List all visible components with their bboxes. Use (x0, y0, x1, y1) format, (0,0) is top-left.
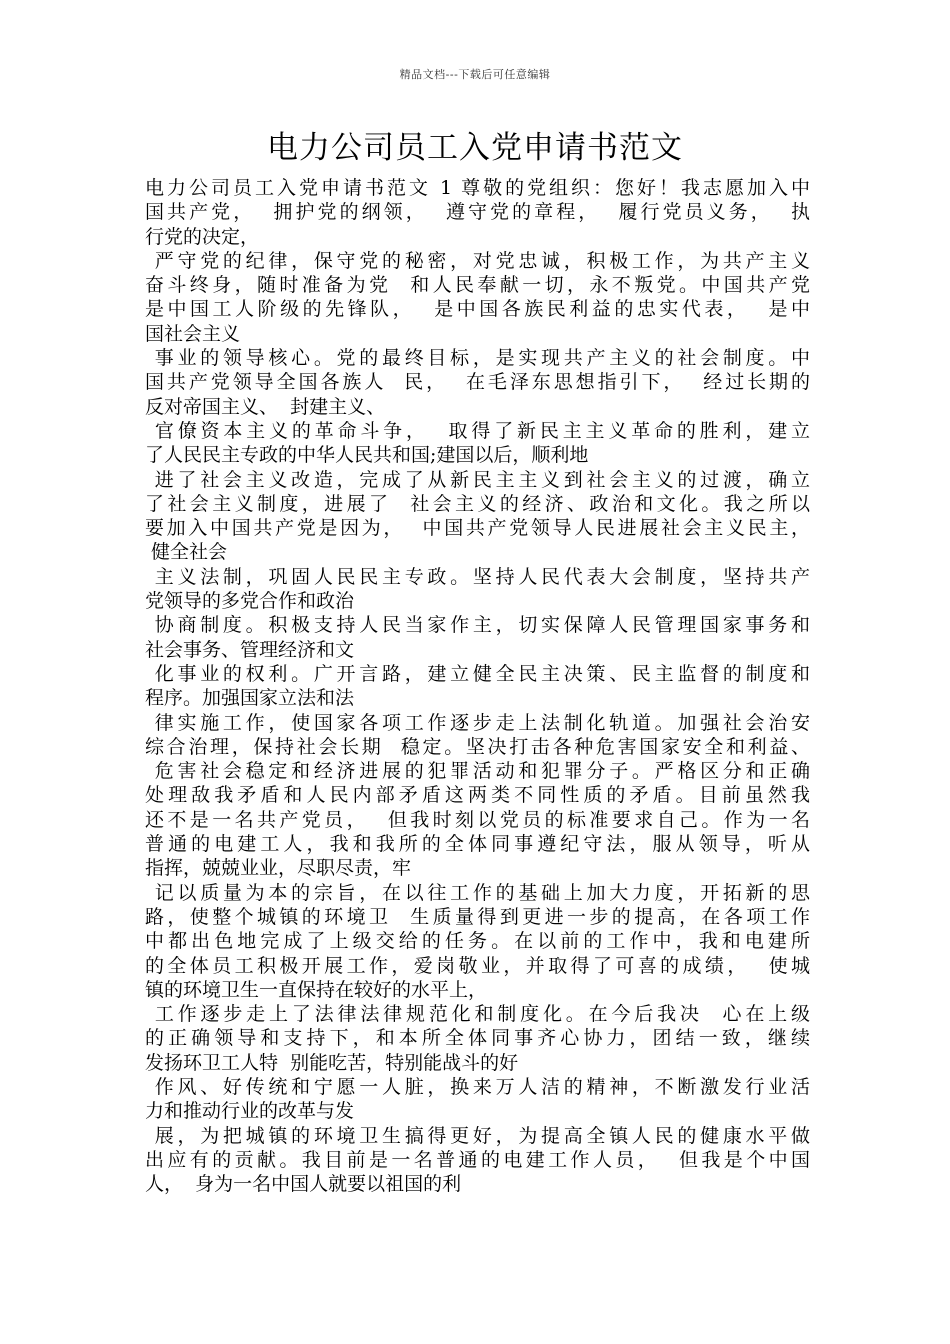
body-line: 是中国工人阶级的先锋队， 是中国各族民利益的忠实代表， 是中 (145, 298, 810, 321)
body-line: 进了社会主义改造，完成了从新民主主义到社会主义的过渡，确立 (145, 468, 810, 491)
body-line: 国共产党领导全国各族人 民， 在毛泽东思想指引下， 经过长期的 (145, 371, 810, 394)
body-line: 路，使整个城镇的环境卫 生质量得到更进一步的提高，在各项工作 (145, 905, 810, 928)
body-line: 记以质量为本的宗旨，在以往工作的基础上加大力度，开拓新的思 (145, 881, 810, 904)
body-line: 镇的环境卫生一直保持在较好的水平上， (145, 978, 488, 1001)
body-line: 反对帝国主义、 封建主义、 (145, 395, 386, 418)
body-line: 协商制度。积极支持人民当家作主，切实保障人民管理国家事务和 (145, 614, 810, 637)
document-body (145, 176, 810, 1196)
body-line: 电力公司员工入党申请书范文 1 尊敬的党组织：您好！我志愿加入中 (145, 177, 810, 199)
body-line: 主义法制，巩固人民民主专政。坚持人民代表大会制度，坚持共产 (145, 565, 810, 588)
body-line: 还不是一名共产党员， 但我时刻以党员的标准要求自己。作为一名 (145, 808, 810, 831)
body-line: 律实施工作，使国家各项工作逐步走上法制化轨道。加强社会治安 (145, 711, 810, 734)
body-line: 指挥，兢兢业业，尽职尽责，牢 (145, 857, 412, 880)
header-note: 精品文档---下载后可任意编辑 (399, 68, 551, 81)
body-line: 健全社会 (145, 541, 228, 564)
body-line: 国社会主义 (145, 322, 241, 345)
body-line: 要加入中国共产党是因为， 中国共产党领导人民进展社会主义民主， (145, 517, 810, 540)
body-line: 党领导的多党合作和政治 (145, 590, 355, 613)
document-title: 电力公司员工入党申请书范文 (267, 130, 683, 166)
body-line: 人， 身为一名中国人就要以祖国的利 (145, 1173, 462, 1196)
body-line: 了人民民主专政的中华人民共和国;建国以后，顺利地 (145, 444, 589, 467)
body-line: 了社会主义制度，进展了 社会主义的经济、政治和文化。我之所以 (145, 492, 810, 515)
body-line: 发扬环卫工人特 别能吃苦，特别能战斗的好 (145, 1051, 519, 1074)
body-line: 力和推动行业的改革与发 (145, 1100, 355, 1123)
body-line: 展，为把城镇的环境卫生搞得更好，为提高全镇人民的健康水平做 (145, 1124, 810, 1147)
body-line: 行党的决定， (145, 225, 260, 248)
body-line: 严守党的纪律，保守党的秘密，对党忠诚，积极工作，为共产主义 (145, 249, 810, 272)
body-line: 作风、好传统和宁愿一人脏，换来万人洁的精神，不断激发行业活 (145, 1075, 810, 1098)
body-line: 出应有的贡献。我目前是一名普通的电建工作人员， 但我是个中国 (145, 1148, 810, 1171)
body-line: 社会事务、管理经济和文 (145, 638, 355, 661)
body-line: 的正确领导和支持下，和本所全体同事齐心协力，团结一致，继续 (145, 1027, 810, 1050)
body-line: 综合治理，保持社会长期 稳定。坚决打击各种危害国家安全和利益、 (145, 735, 810, 758)
body-line: 事业的领导核心。党的最终目标，是实现共产主义的社会制度。中 (145, 347, 810, 370)
body-line: 危害社会稳定和经济进展的犯罪活动和犯罪分子。严格区分和正确 (145, 760, 810, 783)
body-line: 普通的电建工人，我和我所的全体同事遵纪守法，服从领导，听从 (145, 833, 810, 856)
body-line: 的全体员工积极开展工作，爱岗敬业，并取得了可喜的成绩， 使城 (145, 954, 810, 977)
body-line: 工作逐步走上了法律法律规范化和制度化。在今后我决 心在上级 (145, 1003, 810, 1026)
body-line: 化事业的权利。广开言路，建立健全民主决策、民主监督的制度和 (145, 662, 810, 685)
body-line: 处理敌我矛盾和人民内部矛盾这两类不同性质的矛盾。目前虽然我 (145, 784, 810, 807)
body-line: 国共产党， 拥护党的纲领， 遵守党的章程， 履行党员义务， 执 (145, 201, 810, 224)
body-line: 奋斗终身，随时准备为党 和人民奉献一切，永不叛党。中国共产党 (145, 274, 810, 297)
body-line: 官僚资本主义的革命斗争， 取得了新民主主义革命的胜利，建立 (145, 419, 810, 442)
body-line: 程序。加强国家立法和法 (145, 687, 355, 710)
body-line: 中都出色地完成了上级交给的任务。在以前的工作中，我和电建所 (145, 930, 810, 953)
